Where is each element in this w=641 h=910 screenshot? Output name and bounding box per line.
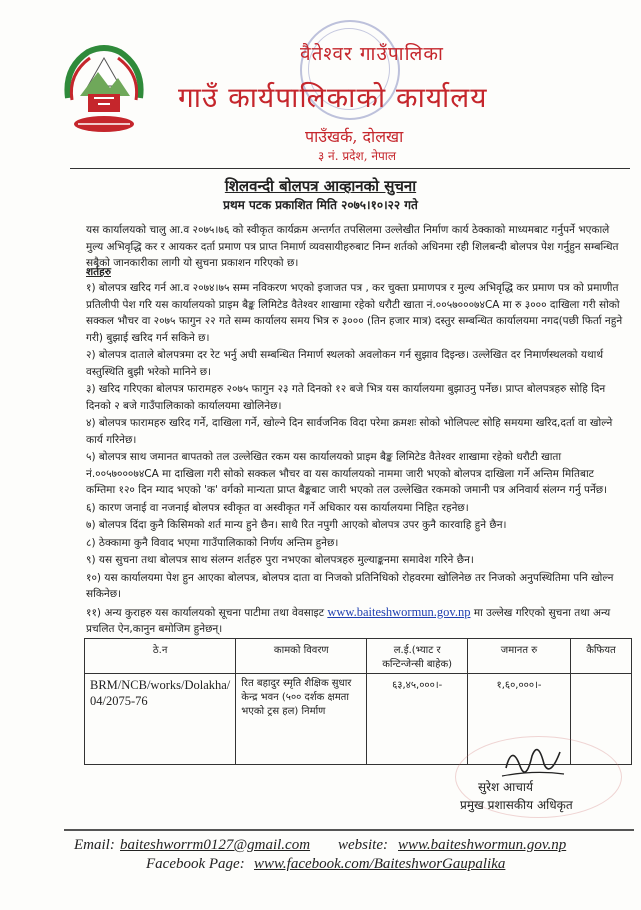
column-header-deposit: जमानत रु <box>468 639 571 674</box>
cell-deposit: १,६०,०००।- <box>468 674 571 765</box>
notice-subtitle: प्रथम पटक प्रकाशित मिति २०७५।१०।२२ गते <box>223 198 418 212</box>
facebook-label: Facebook Page: <box>146 856 245 872</box>
facebook-link[interactable]: www.facebook.com/BaiteshworGaupalika <box>254 856 506 872</box>
column-header-estimate: ल.ई.(भ्याट र कन्टिन्जेन्सी बाहेक) <box>367 639 468 674</box>
notice-title: शिलवन्दी बोलपत्र आव्हानको सुचना <box>224 177 417 195</box>
condition-5: ५) बोलपत्र साथ जमानत बापतको तल उल्लेखित रकम यस कार्यालयको प्राइम बैङ्क लिमिटेड वैतेश्वर शाखामा रहेको धरौटी खाता नं.००५७०००७४CA मा दाखिला गरी सोको सक्कल भौचर वा यस कार्यालयको नाममा जारी भएको बोलपत्र दाखिला गर्ने अन्तिम मितिबाट कम्तिमा १२० दिन म्याद भएको 'क' वर्गको मान्यता प्राप्त बैङ्कबाट जारी भएको तल उल्लेखित रकमको जमानी पत्र अनिवार्य संलग्न गर्नु पर्नेछ। <box>86 451 608 496</box>
condition-8: ८) ठेक्कामा कुनै विवाद भएमा गाउँपालिकाको निर्णय अन्तिम हुनेछ। <box>86 536 339 549</box>
table-header-row <box>85 639 632 674</box>
email-link[interactable]: baiteshworrm0127@gmail.com <box>120 837 311 853</box>
condition-11 <box>86 604 626 638</box>
column-header-remarks: कैफियत <box>571 639 632 674</box>
cell-work: रित बहादुर स्मृति शैक्षिक सुधार केन्द्र भवन (५०० दर्शक क्षमता भएको ट्रस हल) निर्माण <box>236 674 367 765</box>
conditions-heading: शर्तहरु <box>86 266 111 278</box>
signatory-title: प्रमुख प्रशासकीय अधिकृत <box>460 798 573 812</box>
website-link[interactable]: www.baiteshwormun.gov.np <box>327 604 471 619</box>
signatory-name: सुरेश आचार्य <box>478 780 533 794</box>
office-name: गाउँ कार्यपालिकाको कार्यालय <box>178 81 488 114</box>
condition-9: ९) यस सुचना तथा बोलपत्र साथ संलग्न शर्तहरु पुरा नभएका बोलपत्रहरु मुल्याङ्कनमा समावेश गरिने छैन। <box>86 554 474 566</box>
email-label: Email: <box>74 837 115 853</box>
cell-estimate: ६३,४५,०००।- <box>367 674 468 765</box>
condition-6: ६) कारण जनाई वा नजनाई बोलपत्र स्वीकृत वा अस्वीकृत गर्ने अधिकार यस कार्यालयमा निहित रहनेछ। <box>86 501 469 514</box>
cell-ref: BRM/NCB/works/Dolakha/ 04/2075-76 <box>85 674 236 765</box>
province-name: ३ नं. प्रदेश, नेपाल <box>318 149 397 163</box>
condition-7: ७) बोलपत्र दिंदा कुनै किसिमको शर्त मान्य हुने छैन। साथै रित नपुगी आएको बोलपत्र उपर कुनै कारवाहि हुने छैन। <box>86 519 507 531</box>
notice-intro: यस कार्यालयको चालु आ.व २०७५।७६ को स्वीकृत कार्यक्रम अन्तर्गत तपसिलमा उल्लेखीत निर्माण कार्य ठेक्काको माध्यमबाट गर्नुपर्ने भएकाले मुल्य अभिवृद्धि कर र आयकर दर्ता प्रमाण पत्र प्राप्त निमार्ण व्यवसायीहरुबाट निम्न शर्तको अधिनमा रही शिलबन्दी बोलपत्र पेश गर्नुहुन सम्बन्धित सबैको जानकारीका लागी यो सुचना प्रकाशन गरिएको छ। <box>86 224 619 269</box>
footer-divider <box>64 829 634 831</box>
condition-4: ४) बोलपत्र फारामहरु खरिद गर्ने, दाखिला गर्ने, खोल्ने दिन सार्वजनिक विदा परेमा क्रमशः सोको भोलिपल्ट सोहि समयमा खरिद,दर्ता वा खोल्ने कार्य गरिनेछ। <box>86 417 613 446</box>
nepal-emblem-logo <box>58 38 150 138</box>
condition-2: २) बोलपत्र दाताले बोलपत्रमा दर रेट भर्नु अघी सम्बन्धित निमार्ण स्थलको अवलोकन गर्न सुझाव दिइन्छ। उल्लेखित दर निमार्णस्थलको यथार्थ वस्तुस्थिति बुझी भरेको मानिने छ। <box>86 349 604 378</box>
office-location: पाउँखर्क, दोलखा <box>305 127 404 146</box>
column-header-work: कामको विवरण <box>236 639 367 674</box>
conditions-list <box>86 280 626 639</box>
footer-website-link[interactable]: www.baiteshwormun.gov.np <box>398 837 567 853</box>
condition-11-text: ११) अन्य कुराहरु यस कार्यालयको सूचना पाटीमा तथा वेवसाइट <box>86 606 324 619</box>
condition-11-text-end: मा उल्लेख गरिएको सुचना तथा अन्य प्रचलित ऐन,कानुन बमोजिम हुनेछन्। <box>86 606 611 635</box>
condition-1: १) बोलपत्र खरिद गर्न आ.व २०७४।७५ सम्म नविकरण भएको इजाजत पत्र , कर चुक्ता प्रमाणपत्र र मुल्य अभिवृद्धि कर प्रमाण पत्र को प्रमाणीत प्रतिलीपी पेश गरि यस कार्यालयको प्राइम बैङ्क लिमिटेड वैतेश्वर शाखामा रहेको धरौटी खाता नं.००५७०००७४CA मा रु ३००० दाखिला गरी सोको सक्कल भौचर वा २०७५ फागुन २२ गते सम्म कार्यालय समय भित्र रु ३००० (तिन हजार मात्र) दस्तुर सम्बन्धित कार्यालयमा नगद(पछी फिर्ता नहुने गरी) बुझाई खरिद गर्न सकिने छ। <box>86 282 623 344</box>
condition-10: १०) यस कार्यालयमा पेश हुन आएका बोलपत्र, बोलपत्र दाता वा निजको प्रतिनिधिको रोहवरमा खोलिनेछ तर निजको अनुपस्थितिमा पनि खोल्न सकिनेछ। <box>86 571 614 600</box>
condition-3: ३) खरिद गरिएका बोलपत्र फारामहरु २०७५ फागुन २३ गते दिनको १२ बजे भित्र यस कार्यालयमा बुझाउनु पर्नेछ। प्राप्त बोलपत्रहरु सोहि दिन दिनको २ बजे गाउँपालिकाको कार्यालयमा खोलिनेछ। <box>86 383 606 412</box>
header-divider <box>70 168 630 169</box>
website-label: website: <box>338 837 388 853</box>
column-header-ref: ठे.न <box>85 639 236 674</box>
municipality-name: वैतेश्वर गाउँपालिका <box>300 43 444 65</box>
